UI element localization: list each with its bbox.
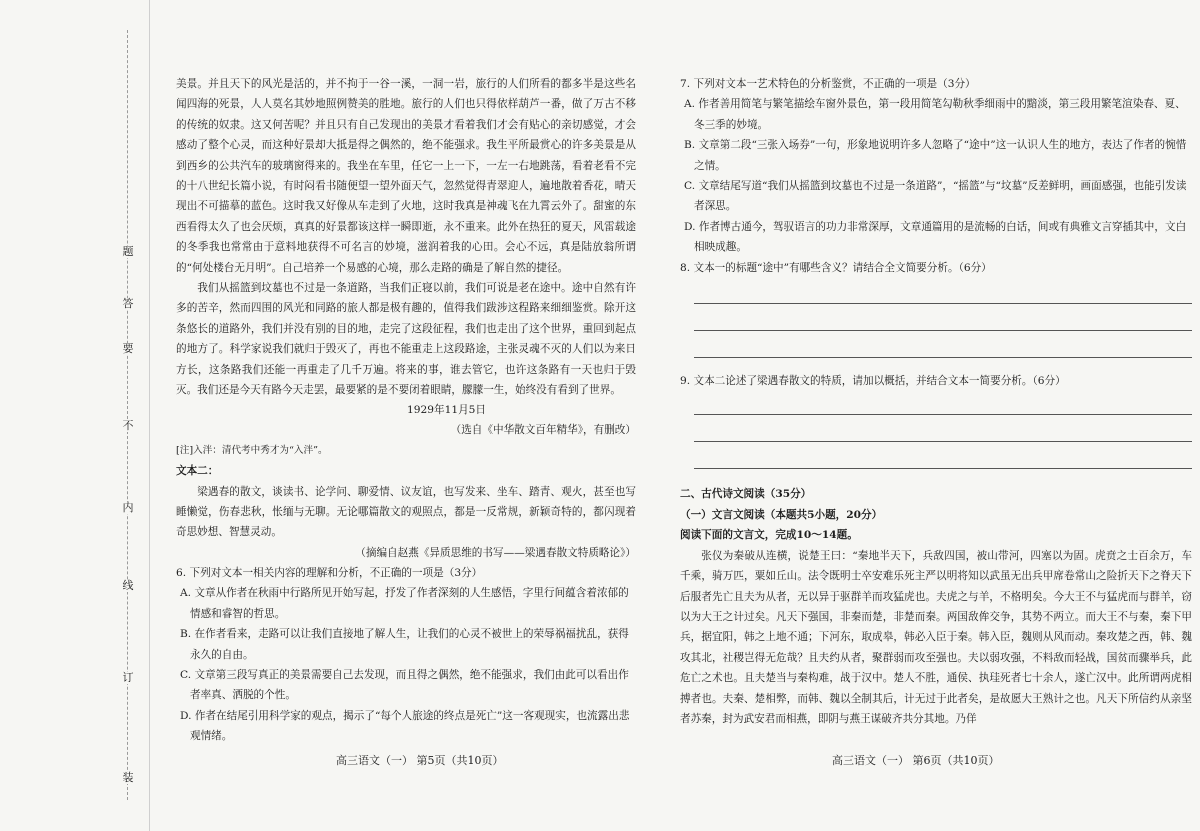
essay-source: （选自《中华散文百年精华》，有删改） [450, 424, 636, 437]
question-9: 9. 文本二论述了梁遇春散文的特质，请加以概括，并结合文本一简要分析。（6分） [680, 375, 1066, 388]
q7-option-a: A. 作者善用简笔与繁笔描绘车窗外景色，第一段用简笔勾勒秋季细雨中的黯淡，第三段用繁笔渲染春、夏、冬三季的妙境。 [684, 98, 1186, 131]
seal-char: 答 [122, 297, 134, 310]
answer-line[interactable] [694, 284, 1192, 304]
answer-line[interactable] [694, 395, 1192, 415]
question-8: 8. 文本一的标题“途中”有哪些含义？请结合全文简要分析。（6分） [680, 261, 992, 274]
classical-passage: 张仪为秦破从连横，说楚王曰：“秦地半天下，兵敌四国，被山带河，四塞以为固。虎贲之士百余万，车千乘，骑万匹，粟如丘山。法令既明士卒安难乐死主严以明将知以武虽无出兵甲席卷常山之险折天下之脊天下后服者先亡且夫为从者，无以异于驱群羊而攻猛虎也。夫虎之与羊，不格明矣。今大王不与猛虎而与群羊，窃以为大王之计过矣。凡天下强国，非秦而楚，非楚而秦。两国敌侔交争，其势不两立。而大王不与秦，秦下甲兵，据宜阳，韩之上地不通；下河东，取成皋，韩必入臣于秦。韩入臣，魏则从风而动。秦攻楚之西，韩、魏攻其北，社稷岂得无危哉？且夫约从者，聚群弱而攻至强也。夫以弱攻强，不料敌而轻战，国贫而骤举兵，此危亡之术也。且夫楚当与秦构难，战于汉中。楚人不胜，通侯、执珪死者七十余人，遂亡汉中。此所谓两虎相搏者也。夫秦、楚相弊，而韩、魏以全制其后，计无过于此者矣，是故愿大王熟计之也。凡天下所信约从亲坚者苏秦，封为武安君而相燕，即阴与燕王谋破齐共分其地。乃佯 [680, 549, 1192, 725]
q6-option-d: D. 作者在结尾引用科学家的观点，揭示了“每个人旅途的终点是死亡”这一客观现实，也流露出悲观情绪。 [180, 709, 630, 743]
essay-date: 1929年11月5日 [407, 404, 486, 416]
seal-char: 装 [122, 771, 134, 784]
answer-line[interactable] [694, 449, 1192, 469]
q7-option-b: B. 文章第二段“三张入场券”一句，形象地说明许多人忽略了“途中”这一认识人生的地方，表达了作者的惋惜之情。 [684, 139, 1187, 172]
q7-option-d: D. 作者博古通今，驾驭语言的功力非常深厚，文章通篇用的是流畅的白话，间或有典雅文言穿插其中，文白相映成趣。 [684, 220, 1187, 254]
seal-dashed-line [127, 30, 128, 800]
binding-margin [0, 0, 150, 831]
seal-char: 订 [122, 671, 134, 684]
seal-char: 要 [122, 342, 134, 355]
text2-body: 梁遇春的散文，谈读书、论学问、聊爱情、议友谊，也写发来、坐车、踏青、观火，甚至也写睡懒觉，伤春悲秋，怅缅与无聊。无论哪篇散文的观照点，都是一反常规，新颖奇特的，都闪现着奇思妙想、智慧灵动。 [176, 485, 636, 539]
answer-line[interactable] [694, 338, 1192, 358]
q6-option-c: C. 文章第三段写真正的美景需要自己去发现，而且得之偶然，绝不能强求，我们由此可以看出作者率真、洒脱的个性。 [180, 669, 629, 702]
footnote: [注]入泮：清代考中秀才为“入泮”。 [176, 444, 328, 456]
question-7: 7. 下列对文本一艺术特色的分析鉴赏，不正确的一项是（3分） [680, 78, 976, 90]
answer-line[interactable] [694, 422, 1192, 442]
seal-char: 不 [122, 419, 134, 432]
page-footer-right: 高三语文（一） 第6页（共10页） [832, 754, 1000, 767]
classical-instruction: 阅读下面的文言文，完成10～14题。 [680, 529, 858, 542]
question-6: 6. 下列对文本一相关内容的理解和分析，不正确的一项是（3分） [176, 567, 483, 580]
q7-option-c: C. 文章结尾写道“我们从摇篮到坟墓也不过是一条道路”，“摇篮”与“坟墓”反差鲜明，画面感强，也能引发读者深思。 [684, 180, 1187, 213]
text1-paragraph: 美景。并且天下的风光是活的，并不拘于一谷一溪，一洞一岩，旅行的人们所看的都多半是这些名闻四海的死景，人人莫名其妙地照例赞美的胜地。旅行的人们也只得依样葫芦一番，做了万古不移的传统的奴隶。这又何苦呢？并且只有自己发现出的美景才看着我们才会有贴心的亲切感觉，才会感动了整个心灵，而这种好景却大抵是得之偶然的，绝不能强求。我生平所最赏心的许多美景是从到西乡的公共汽车的玻璃窗得来的。我坐在车里，任它一上一下，一左一右地跳荡，看着老看不完的十八世纪长篇小说，有时闷看书随便望一望外面天气，忽然觉得青翠迎人，遍地散着香花，晴天现出不可描摹的蓝色。这时我又好像从车走到了火地，这时我真是神魂飞在九霄云外了。甜蜜的东西看得太久了也会厌烦，真真的好景都该这样一瞬即逝，永不重来。此外在热狂的夏天，风雷载途的冬季我也常常由于意料地获得不可名言的妙境，滋润着我的心田。会心不远，真是陆放翁所谓的“何处楼台无月明”。自己培养一个易感的心境，那么走路的确是了解自然的捷径。 [176, 78, 636, 274]
seal-char: 线 [122, 579, 134, 592]
section-2-heading: 二、古代诗文阅读（35分） [680, 488, 812, 501]
text2-heading: 文本二： [176, 465, 219, 478]
q6-option-a: A. 文章从作者在秋雨中行路所见开始写起，抒发了作者深刻的人生感悟，字里行间蕴含着浓郁的情感和睿智的哲思。 [180, 587, 629, 620]
text2-source: （摘编自赵燕《异质思维的书写——梁遇春散文特质略论》） [355, 546, 636, 559]
section-2-1-heading: （一）文言文阅读（本题共5小题，20分） [680, 508, 883, 521]
q6-option-b: B. 在作者看来，走路可以让我们直接地了解人生，让我们的心灵不被世上的荣辱祸福扰乱，获得永久的自由。 [180, 628, 629, 661]
seal-char: 题 [122, 245, 134, 258]
page-footer-left: 高三语文（一） 第5页（共10页） [336, 754, 504, 767]
seal-char: 内 [122, 501, 134, 514]
text1-paragraph: 我们从摇篮到坟墓也不过是一条道路，当我们正寝以前，我们可说是老在途中。途中自然有许多的苦辛，然而四围的风光和同路的旅人都是极有趣的，值得我们跋涉这程路来细细鉴赏。除开这条悠长的道路外，我们并没有别的目的地，走完了这段征程，我们也走出了这个世界，重回到起点的地方了。科学家说我们就归于毁灭了，再也不能重走上这段路途，主张灵魂不灭的人们以为来日方长，这条路我们还能一再重走了几千万遍。将来的事，谁去管它，也许这条路有一天也归于毁灭。我们还是今天有路今天走罢，最要紧的是不要闭着眼睛，朦朦一生，始终没有看到了世界。 [176, 282, 636, 397]
answer-line[interactable] [694, 311, 1192, 331]
right-page-column [680, 74, 1192, 730]
left-page-column [176, 74, 636, 747]
